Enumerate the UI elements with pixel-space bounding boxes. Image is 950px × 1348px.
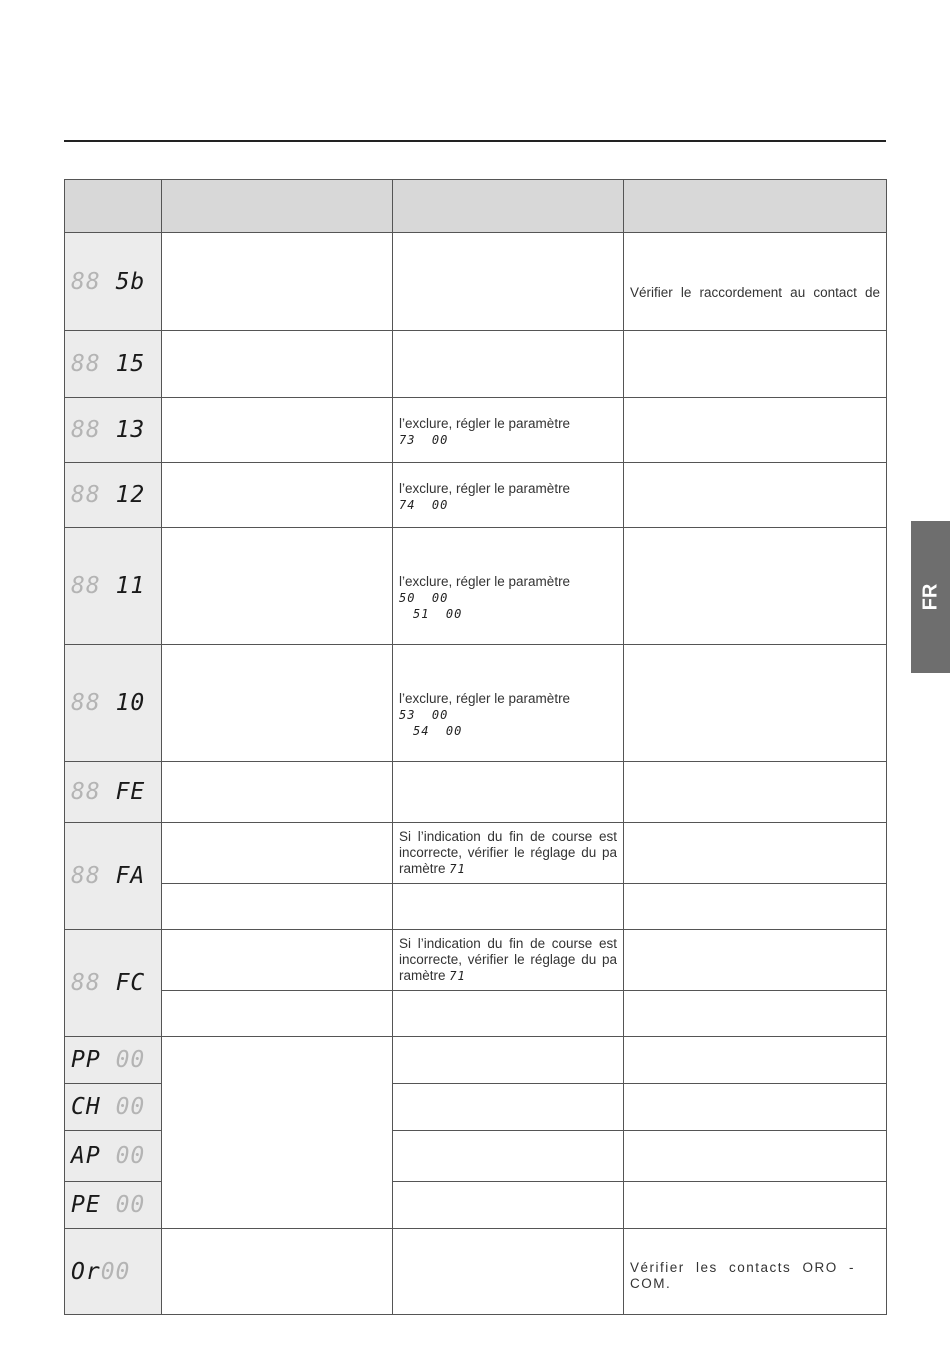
cell-col3-text: Si l’indication du fin de course est incorrecte, vérifier le réglage du pa ramètre: [399, 936, 617, 983]
display-code: [65, 1084, 162, 1131]
cell-col3: [393, 930, 624, 991]
cell-col2-merged: [162, 1037, 393, 1229]
cell-col3: [393, 762, 624, 823]
cell-col2: [162, 823, 393, 884]
cell-col3: [393, 884, 624, 930]
cell-col4: [624, 398, 887, 463]
display-code: [65, 930, 162, 1037]
cell-col3: [393, 1229, 624, 1315]
code-lit-digits: 11: [115, 573, 146, 599]
table-row: [65, 762, 887, 823]
display-code: [65, 233, 162, 331]
param-code: 54 00: [413, 724, 463, 738]
header-col2: [162, 180, 393, 233]
cell-col3: [393, 823, 624, 884]
param-code: 71: [449, 862, 466, 876]
cell-col3: [393, 991, 624, 1037]
display-code: [65, 1182, 162, 1229]
code-dim-digits: 00: [115, 1192, 146, 1218]
code-lit-digits: PE: [71, 1192, 101, 1218]
code-lit-digits: 13: [115, 417, 146, 443]
param-code: 73 00: [399, 433, 449, 447]
cell-col4: [624, 645, 887, 762]
display-code: [65, 463, 162, 528]
cell-col2: [162, 1229, 393, 1315]
cell-col2: [162, 528, 393, 645]
table-row: [65, 645, 887, 762]
display-code: [65, 528, 162, 645]
cell-col3: [393, 463, 624, 528]
cell-col2: [162, 762, 393, 823]
table-row: [65, 991, 887, 1037]
code-dim-digits: 88: [71, 417, 101, 443]
code-lit-digits: FE: [115, 779, 146, 805]
diagnostics-table: [64, 179, 887, 1315]
cell-col3-text: Si l’indication du fin de course est incorrecte, vérifier le réglage du pa ramètre: [399, 829, 617, 876]
code-dim-digits: 88: [71, 351, 101, 377]
cell-col3-text: l’exclure, régler le paramètre: [399, 574, 571, 589]
cell-col3: [393, 1131, 624, 1182]
cell-col3: [393, 233, 624, 331]
cell-col4: [624, 463, 887, 528]
cell-col3: [393, 528, 624, 645]
code-dim-digits: 88: [71, 779, 101, 805]
code-dim-digits: 00: [115, 1094, 146, 1120]
code-dim-digits: 88: [71, 482, 101, 508]
param-code: 71: [449, 969, 466, 983]
table-row: [65, 884, 887, 930]
code-lit-digits: Or: [71, 1258, 101, 1285]
code-lit-digits: CH: [71, 1094, 101, 1120]
cell-col4: [624, 1084, 887, 1131]
display-code: [65, 1037, 162, 1084]
table-row: [65, 1037, 887, 1084]
cell-col4: [624, 823, 887, 884]
cell-col3-text: l’exclure, régler le paramètre: [399, 481, 571, 496]
code-dim-digits: 88: [71, 863, 101, 889]
code-lit-digits: 15: [115, 351, 146, 377]
language-tab-label: FR: [919, 583, 941, 611]
top-rule: [64, 140, 886, 142]
code-dim-digits: 88: [71, 573, 101, 599]
table-row: [65, 463, 887, 528]
cell-col4: Vérifier le raccordement au contact de: [624, 233, 887, 331]
table-row: [65, 528, 887, 645]
cell-col4: [624, 762, 887, 823]
code-dim-digits: 88: [71, 268, 101, 295]
cell-col4: [624, 930, 887, 991]
cell-col2: [162, 884, 393, 930]
cell-col4: [624, 1131, 887, 1182]
cell-col4: [624, 528, 887, 645]
param-code: 74 00: [399, 498, 449, 512]
param-code: 51 00: [413, 607, 463, 621]
table-row: [65, 398, 887, 463]
cell-col4: [624, 1182, 887, 1229]
code-dim-digits: 00: [115, 1143, 146, 1169]
table-row: [65, 823, 887, 884]
display-code: [65, 823, 162, 930]
cell-col4: [624, 1037, 887, 1084]
cell-col2: [162, 331, 393, 398]
display-code: [65, 1131, 162, 1182]
cell-col4: Vérifier les contacts ORO - COM.: [624, 1229, 887, 1315]
display-code: [65, 1229, 162, 1315]
cell-col2: [162, 645, 393, 762]
cell-col2: [162, 463, 393, 528]
cell-col2: [162, 930, 393, 991]
header-col3: [393, 180, 624, 233]
display-code: [65, 331, 162, 398]
table-row: [65, 930, 887, 991]
table-row: [65, 331, 887, 398]
display-code: [65, 645, 162, 762]
cell-col4: [624, 884, 887, 930]
code-lit-digits: 5b: [115, 268, 146, 295]
cell-col4: [624, 991, 887, 1037]
code-dim-digits: 00: [115, 1047, 146, 1073]
header-col4: [624, 180, 887, 233]
cell-col3: [393, 645, 624, 762]
code-dim-digits: 88: [71, 690, 101, 716]
cell-col3: [393, 1182, 624, 1229]
display-code: [65, 762, 162, 823]
code-lit-digits: PP: [71, 1047, 101, 1073]
code-lit-digits: 10: [115, 690, 146, 716]
cell-col3-text: l’exclure, régler le paramètre: [399, 416, 571, 431]
code-lit-digits: FA: [115, 863, 146, 889]
cell-col3: [393, 1037, 624, 1084]
cell-col2: [162, 233, 393, 331]
display-code: [65, 398, 162, 463]
param-code: 50 00: [399, 591, 449, 605]
code-lit-digits: FC: [115, 970, 146, 996]
cell-col3: [393, 398, 624, 463]
param-code: 53 00: [399, 708, 449, 722]
table-header-row: [65, 180, 887, 233]
code-lit-digits: 12: [115, 482, 146, 508]
cell-col3: [393, 1084, 624, 1131]
table-row: [65, 1229, 887, 1315]
cell-col2: [162, 991, 393, 1037]
cell-col3-text: l’exclure, régler le paramètre: [399, 691, 571, 706]
table-row: [65, 233, 887, 331]
cell-col3: [393, 331, 624, 398]
header-col1: [65, 180, 162, 233]
cell-col2: [162, 398, 393, 463]
code-dim-digits: 88: [71, 970, 101, 996]
code-dim-digits: 00: [100, 1258, 131, 1285]
cell-col4: [624, 331, 887, 398]
language-tab: [911, 521, 950, 673]
code-lit-digits: AP: [71, 1143, 101, 1169]
